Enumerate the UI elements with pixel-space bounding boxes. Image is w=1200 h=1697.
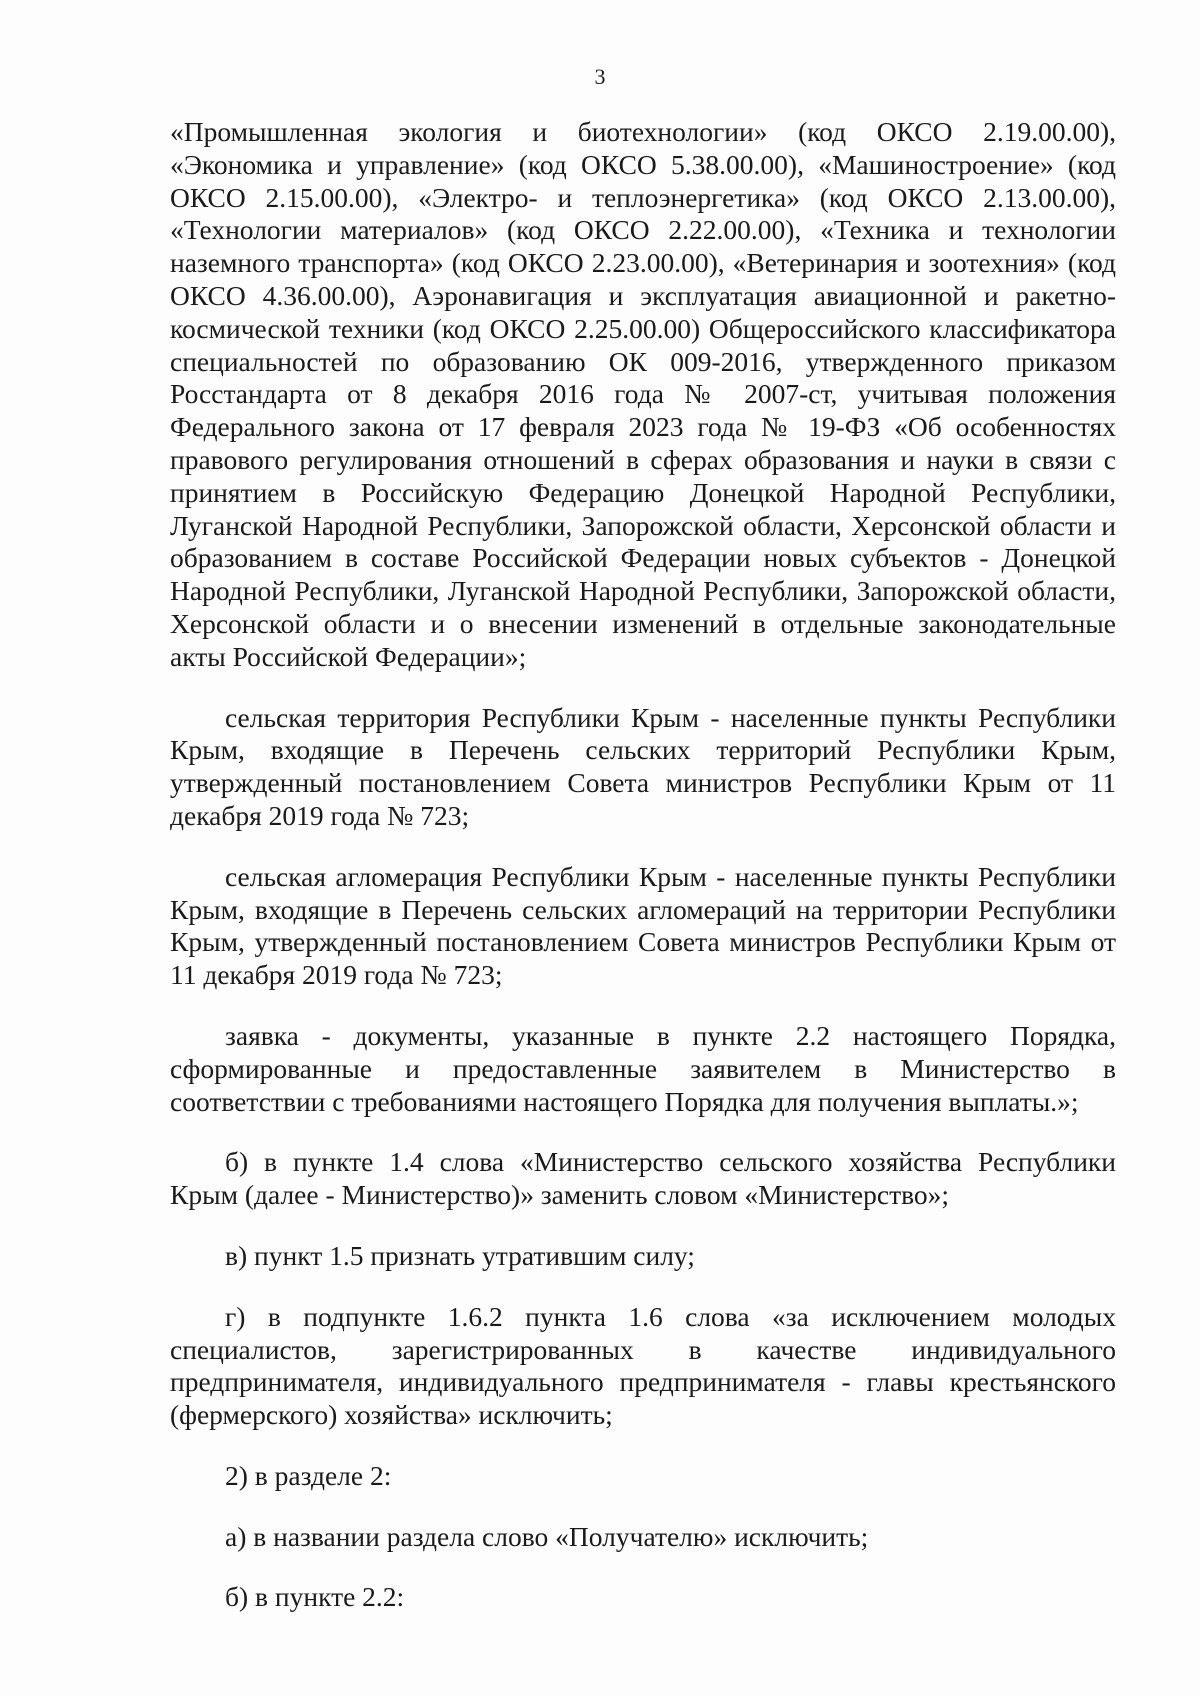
- paragraph-section-2: 2) в разделе 2:: [225, 1459, 392, 1491]
- paragraph-rural-territory: сельская территория Республики Крым - населенные пункты Республики Крым, входящие в Перечень сельских территорий Республики Крым, утвержденный постановлением Совета министров Республики Крым от 11 декабря 2019 года № 723;: [170, 701, 1116, 831]
- page-number: 3: [594, 64, 606, 89]
- paragraph-item-v-1-5: в) пункт 1.5 признать утратившим силу;: [225, 1239, 695, 1271]
- paragraph-application: заявка - документы, указанные в пункте 2.2 настоящего Порядка, сформированные и предоставленные заявителем в Министерство в соответствии с требованиями настоящего Порядка для получения выплаты.»;: [170, 1019, 1116, 1117]
- document-body: [170, 116, 1116, 1614]
- paragraph-item-b-2-2: б) в пункте 2.2:: [225, 1581, 405, 1613]
- paragraph-item-a-section-title: а) в названии раздела слово «Получателю» исключить;: [225, 1520, 869, 1552]
- paragraph-rural-agglomeration: сельская агломерация Республики Крым - населенные пункты Республики Крым, входящие в Перечень сельских агломераций на территории Республики Крым, утвержденный постановлением Совета министров Республики Крым от 11 декабря 2019 года № 723;: [170, 860, 1116, 991]
- paragraph-item-g-1-6-2: г) в подпункте 1.6.2 пункта 1.6 слова «за исключением молодых специалистов, зарегистрированных в качестве индивидуального предпринимателя, индивидуального предпринимателя - главы крестьянского (фермерского) хозяйства» исключить;: [170, 1300, 1116, 1431]
- paragraph-item-b-1-4: б) в пункте 1.4 слова «Министерство сельского хозяйства Республики Крым (далее - Министерство)» заменить словом «Министерство»;: [170, 1146, 1116, 1211]
- paragraph-specialties-list: «Промышленная экология и биотехнологии» (код ОКСО 2.19.00.00), «Экономика и управление» (код ОКСО 5.38.00.00), «Машиностроение» (код ОКСО 2.15.00.00), «Электро- и теплоэнергетика» (код ОКСО 2.13.00.00), «Технологии материалов» (код ОКСО 2.22.00.00), «Техника и технологии наземного транспорта» (код ОКСО 2.23.00.00), «Ветеринария и зоотехния» (код ОКСО 4.36.00.00), Аэронавигация и эксплуатация авиационной и ракетно-космической техники (код ОКСО 2.25.00.00) Общероссийского классификатора специальностей по образованию ОК 009-2016, утвержденного приказом Росстандарта от 8 декабря 2016 года № 2007-ст, учитывая положения Федерального закона от 17 февраля 2023 года № 19-ФЗ «Об особенностях правового регулирования отношений в сферах образования и науки в связи с принятием в Российскую Федерацию Донецкой Народной Республики, Луганской Народной Республики, Запорожской области, Херсонской области и образованием в составе Российской Федерации новых субъектов - Донецкой Народной Республики, Луганской Народной Республики, Запорожской области, Херсонской области и о внесении изменений в отдельные законодательные акты Российской Федерации»;: [170, 116, 1116, 672]
